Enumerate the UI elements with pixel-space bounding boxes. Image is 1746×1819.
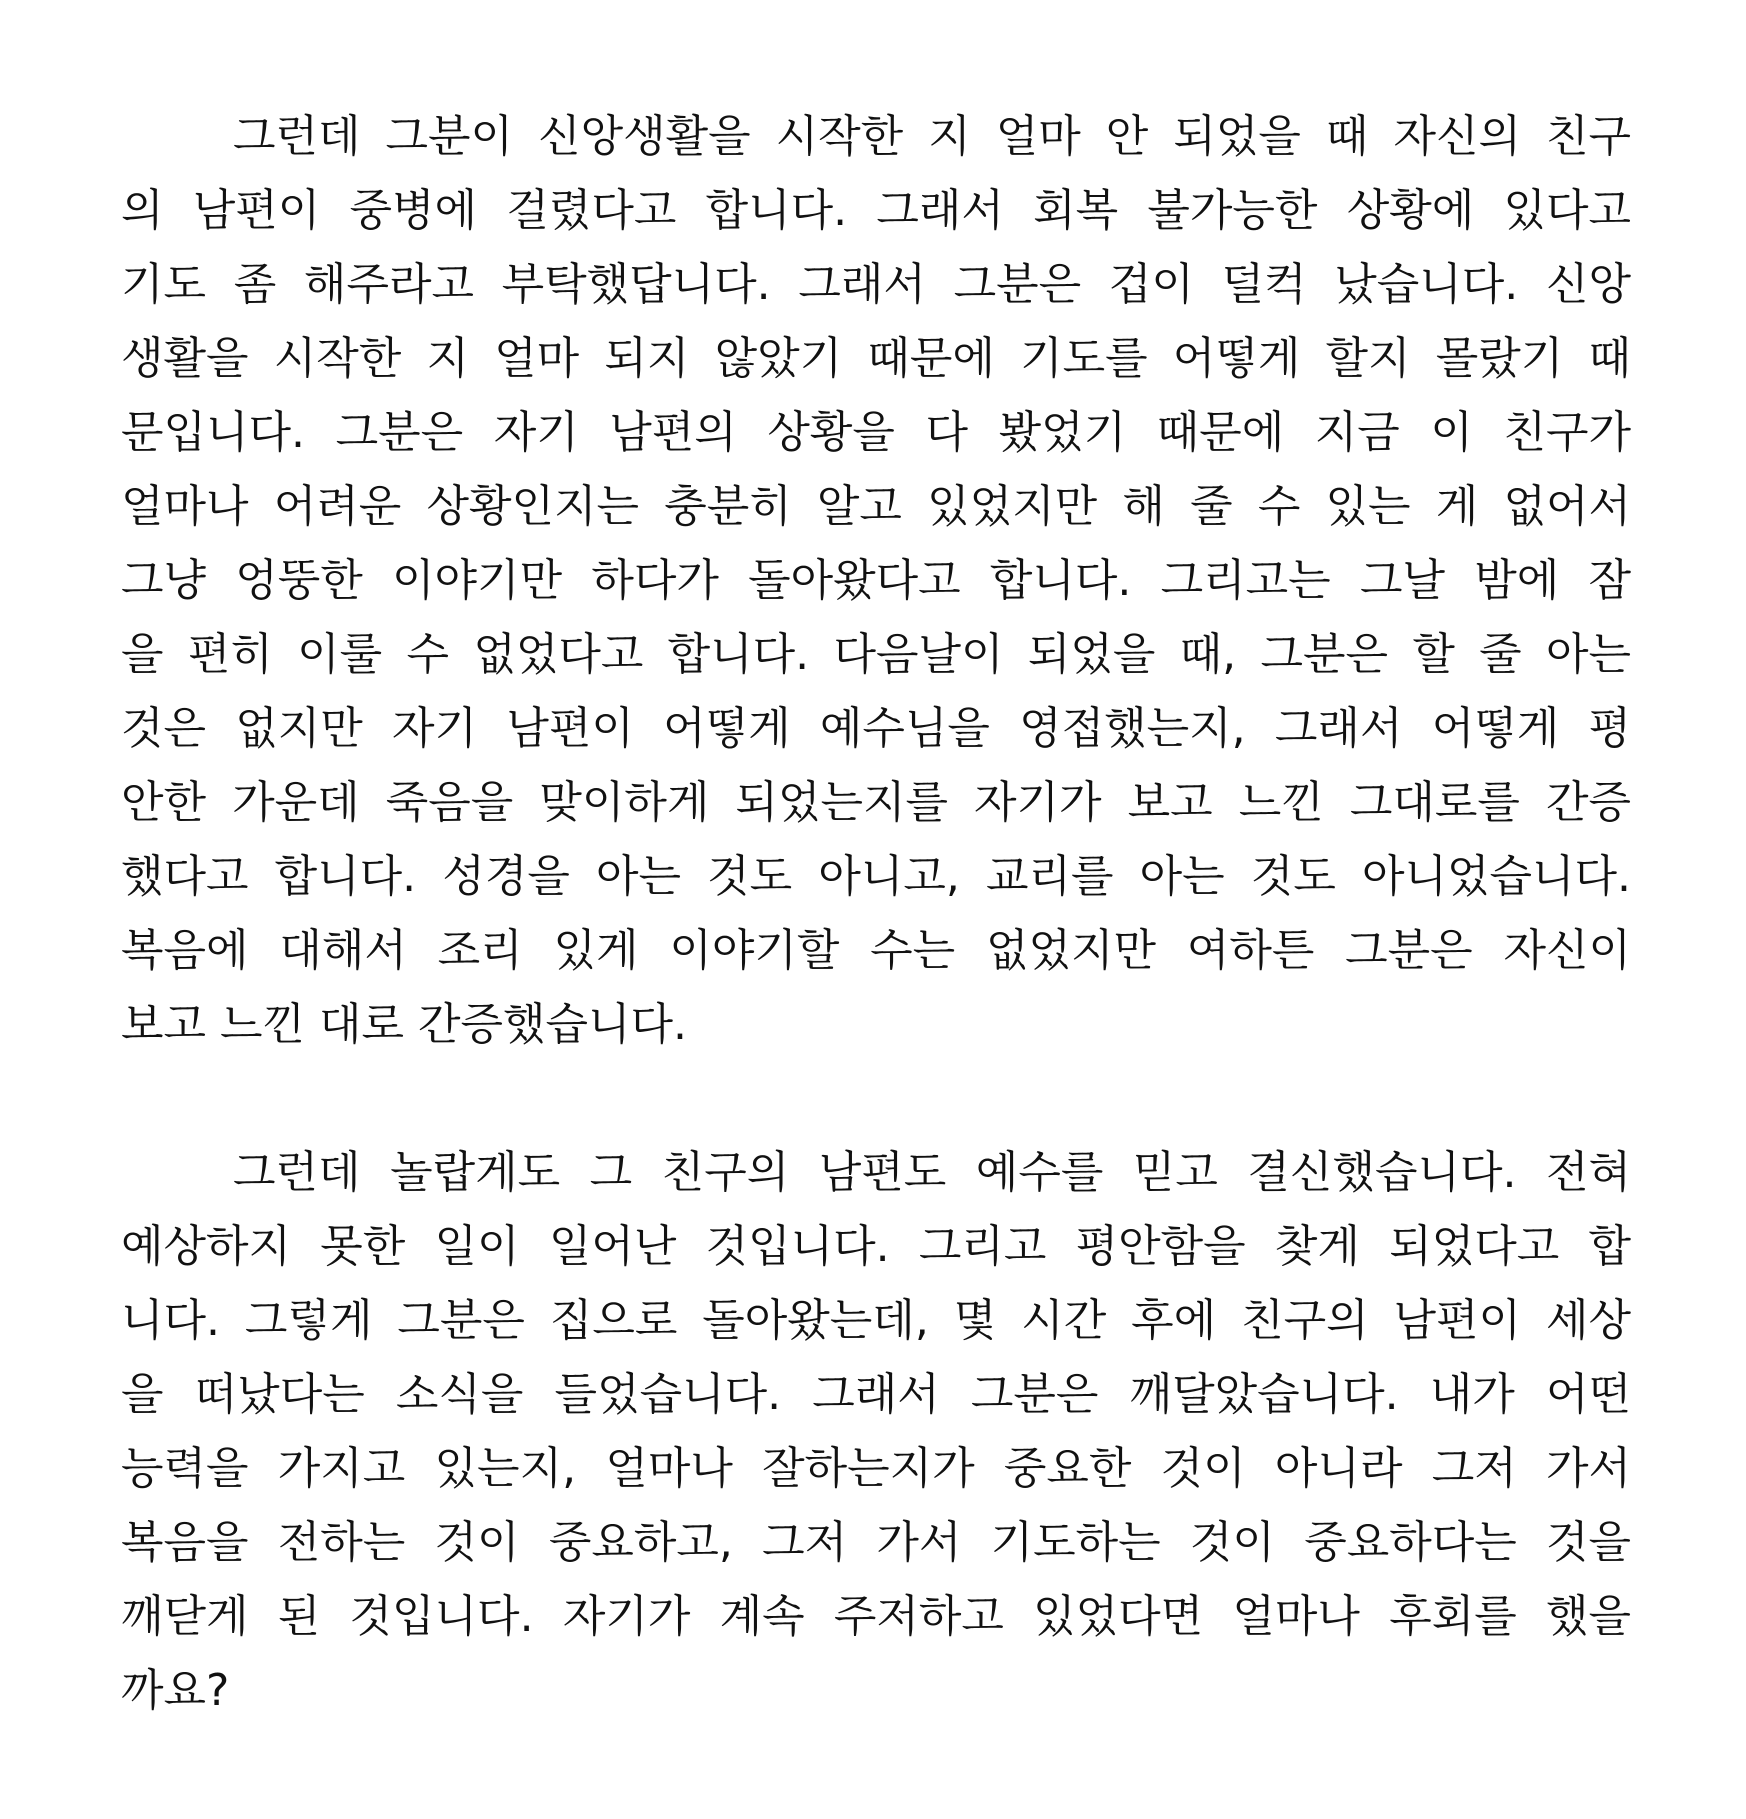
text-line: 그런데 그분이 신앙생활을 시작한 지 얼마 안 되었을 때 자신의 친구 xyxy=(233,111,1631,162)
text-line: 복음에 대해서 조리 있게 이야기할 수는 없었지만 여하튼 그분은 자신이 xyxy=(121,925,1631,976)
text-line: 니다. 그렇게 그분은 집으로 돌아왔는데, 몇 시간 후에 친구의 남편이 세상 xyxy=(121,1295,1631,1346)
text-line: 깨닫게 된 것입니다. 자기가 계속 주저하고 있었다면 얼마나 후회를 했을 xyxy=(121,1591,1631,1642)
paragraph-1 xyxy=(121,100,1631,1062)
text-line: 을 떠났다는 소식을 들었습니다. 그래서 그분은 깨달았습니다. 내가 어떤 xyxy=(121,1369,1631,1420)
text-line: 기도 좀 해주라고 부탁했답니다. 그래서 그분은 겁이 덜컥 났습니다. 신앙 xyxy=(121,259,1631,310)
text-line: 능력을 가지고 있는지, 얼마나 잘하는지가 중요한 것이 아니라 그저 가서 xyxy=(121,1443,1631,1494)
text-line: 보고 느낀 대로 간증했습니다. xyxy=(121,999,687,1050)
text-line: 것은 없지만 자기 남편이 어떻게 예수님을 영접했는지, 그래서 어떻게 평 xyxy=(121,703,1631,754)
text-line: 얼마나 어려운 상황인지는 충분히 알고 있었지만 해 줄 수 있는 게 없어서 xyxy=(121,481,1631,532)
paragraph-gap xyxy=(121,1062,1631,1136)
text-line: 그런데 놀랍게도 그 친구의 남편도 예수를 믿고 결신했습니다. 전혀 xyxy=(233,1147,1631,1198)
text-line: 문입니다. 그분은 자기 남편의 상황을 다 봤었기 때문에 지금 이 친구가 xyxy=(121,407,1631,458)
text-line: 을 편히 이룰 수 없었다고 합니다. 다음날이 되었을 때, 그분은 할 줄 아는 xyxy=(121,629,1631,680)
paragraph-2 xyxy=(121,1136,1631,1728)
text-line: 복음을 전하는 것이 중요하고, 그저 가서 기도하는 것이 중요하다는 것을 xyxy=(121,1517,1631,1568)
text-line: 안한 가운데 죽음을 맞이하게 되었는지를 자기가 보고 느낀 그대로를 간증 xyxy=(121,777,1631,828)
text-line: 생활을 시작한 지 얼마 되지 않았기 때문에 기도를 어떻게 할지 몰랐기 때 xyxy=(121,333,1631,384)
document-page xyxy=(121,100,1631,1728)
text-line: 그냥 엉뚱한 이야기만 하다가 돌아왔다고 합니다. 그리고는 그날 밤에 잠 xyxy=(121,555,1631,606)
text-line: 예상하지 못한 일이 일어난 것입니다. 그리고 평안함을 찾게 되었다고 합 xyxy=(121,1221,1631,1272)
text-line: 했다고 합니다. 성경을 아는 것도 아니고, 교리를 아는 것도 아니었습니다. xyxy=(121,851,1631,902)
text-line: 의 남편이 중병에 걸렸다고 합니다. 그래서 회복 불가능한 상황에 있다고 xyxy=(121,185,1631,236)
text-line: 까요? xyxy=(121,1665,230,1716)
